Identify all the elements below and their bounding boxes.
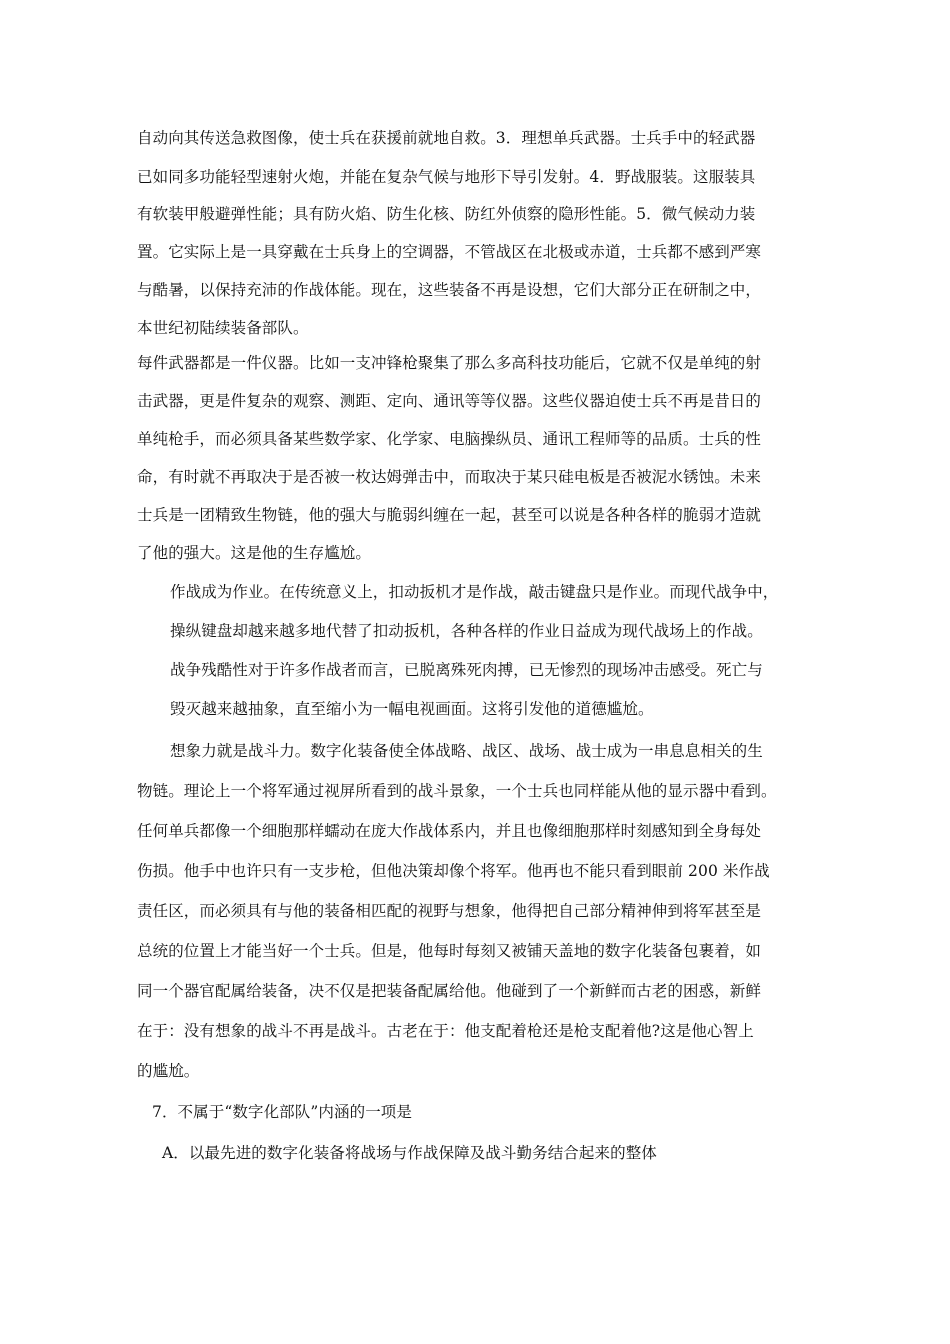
- text-line: 单纯枪手，而必须具备某些数学家、化学家、电脑操纵员、通讯工程师等的品质。士兵的性: [137, 430, 762, 448]
- text-line: 已如同多功能轻型速射火炮，并能在复杂气候与地形下导引发射。4．野战服装。这服装具: [137, 168, 756, 186]
- text-line: 士兵是一团精致生物链，他的强大与脆弱纠缠在一起，甚至可以说是各种各样的脆弱才造就: [137, 506, 762, 524]
- text-line: 物链。理论上一个将军通过视屏所看到的战斗景象，一个士兵也同样能从他的显示器中看到。: [137, 782, 777, 800]
- option-a: A．以最先进的数字化装备将战场与作战保障及战斗勤务结合起来的整体: [162, 1144, 657, 1162]
- text-line: 同一个器官配属给装备，决不仅是把装备配属给他。他碰到了一个新鲜而古老的困惑，新鲜: [137, 982, 762, 1000]
- text-line: 在于：没有想象的战斗不再是战斗。古老在于：他支配着枪还是枪支配着他?这是他心智上: [137, 1022, 754, 1040]
- text-line: 操纵键盘却越来越多地代替了扣动扳机，各种各样的作业日益成为现代战场上的作战。: [170, 622, 763, 640]
- text-line: 作战成为作业。在传统意义上，扣动扳机才是作战，敲击键盘只是作业。而现代战争中，: [170, 583, 779, 601]
- text-line: 自动向其传送急救图像，使士兵在获援前就地自救。3．理想单兵武器。士兵手中的轻武器: [137, 129, 756, 147]
- text-line: 伤损。他手中也许只有一支步枪，但他决策却像个将军。他再也不能只看到眼前 200 米作战: [137, 862, 770, 880]
- text-line: 责任区，而必须具有与他的装备相匹配的视野与想象，他得把自己部分精神伸到将军甚至是: [137, 902, 762, 920]
- text-line: 置。它实际上是一具穿戴在士兵身上的空调器，不管战区在北极或赤道，士兵都不感到严寒: [137, 243, 762, 261]
- question-stem: 7．不属于“数字化部队”内涵的一项是: [152, 1103, 413, 1121]
- text-line: 战争残酷性对于许多作战者而言，已脱离殊死肉搏，已无惨烈的现场冲击感受。死亡与: [170, 661, 763, 679]
- text-line: 总统的位置上才能当好一个士兵。但是，他每时每刻又被铺天盖地的数字化装备包裹着，如: [137, 942, 762, 960]
- text-line: 的尴尬。: [137, 1062, 200, 1080]
- text-line: 有软装甲般避弹性能；具有防火焰、防生化核、防红外侦察的隐形性能。5．微气候动力装: [137, 205, 756, 223]
- text-line: 击武器，更是件复杂的观察、测距、定向、通讯等等仪器。这些仪器迫使士兵不再是昔日的: [137, 392, 762, 410]
- text-line: 了他的强大。这是他的生存尴尬。: [137, 544, 372, 562]
- text-line: 想象力就是战斗力。数字化装备使全体战略、战区、战场、战士成为一串息息相关的生: [170, 742, 763, 760]
- text-line: 与酷暑，以保持充沛的作战体能。现在，这些装备不再是设想，它们大部分正在研制之中，: [137, 281, 762, 299]
- text-line: 任何单兵都像一个细胞那样蠕动在庞大作战体系内，并且也像细胞那样时刻感知到全身每处: [137, 822, 762, 840]
- text-line: 命，有时就不再取决于是否被一枚达姆弹击中，而取决于某只硅电板是否被泥水锈蚀。未来: [137, 468, 762, 486]
- text-line: 本世纪初陆续装备部队。: [137, 319, 309, 337]
- text-line: 毁灭越来越抽象，直至缩小为一幅电视画面。这将引发他的道德尴尬。: [170, 700, 654, 718]
- text-line: 每件武器都是一件仪器。比如一支冲锋枪聚集了那么多高科技功能后，它就不仅是单纯的射: [137, 354, 762, 372]
